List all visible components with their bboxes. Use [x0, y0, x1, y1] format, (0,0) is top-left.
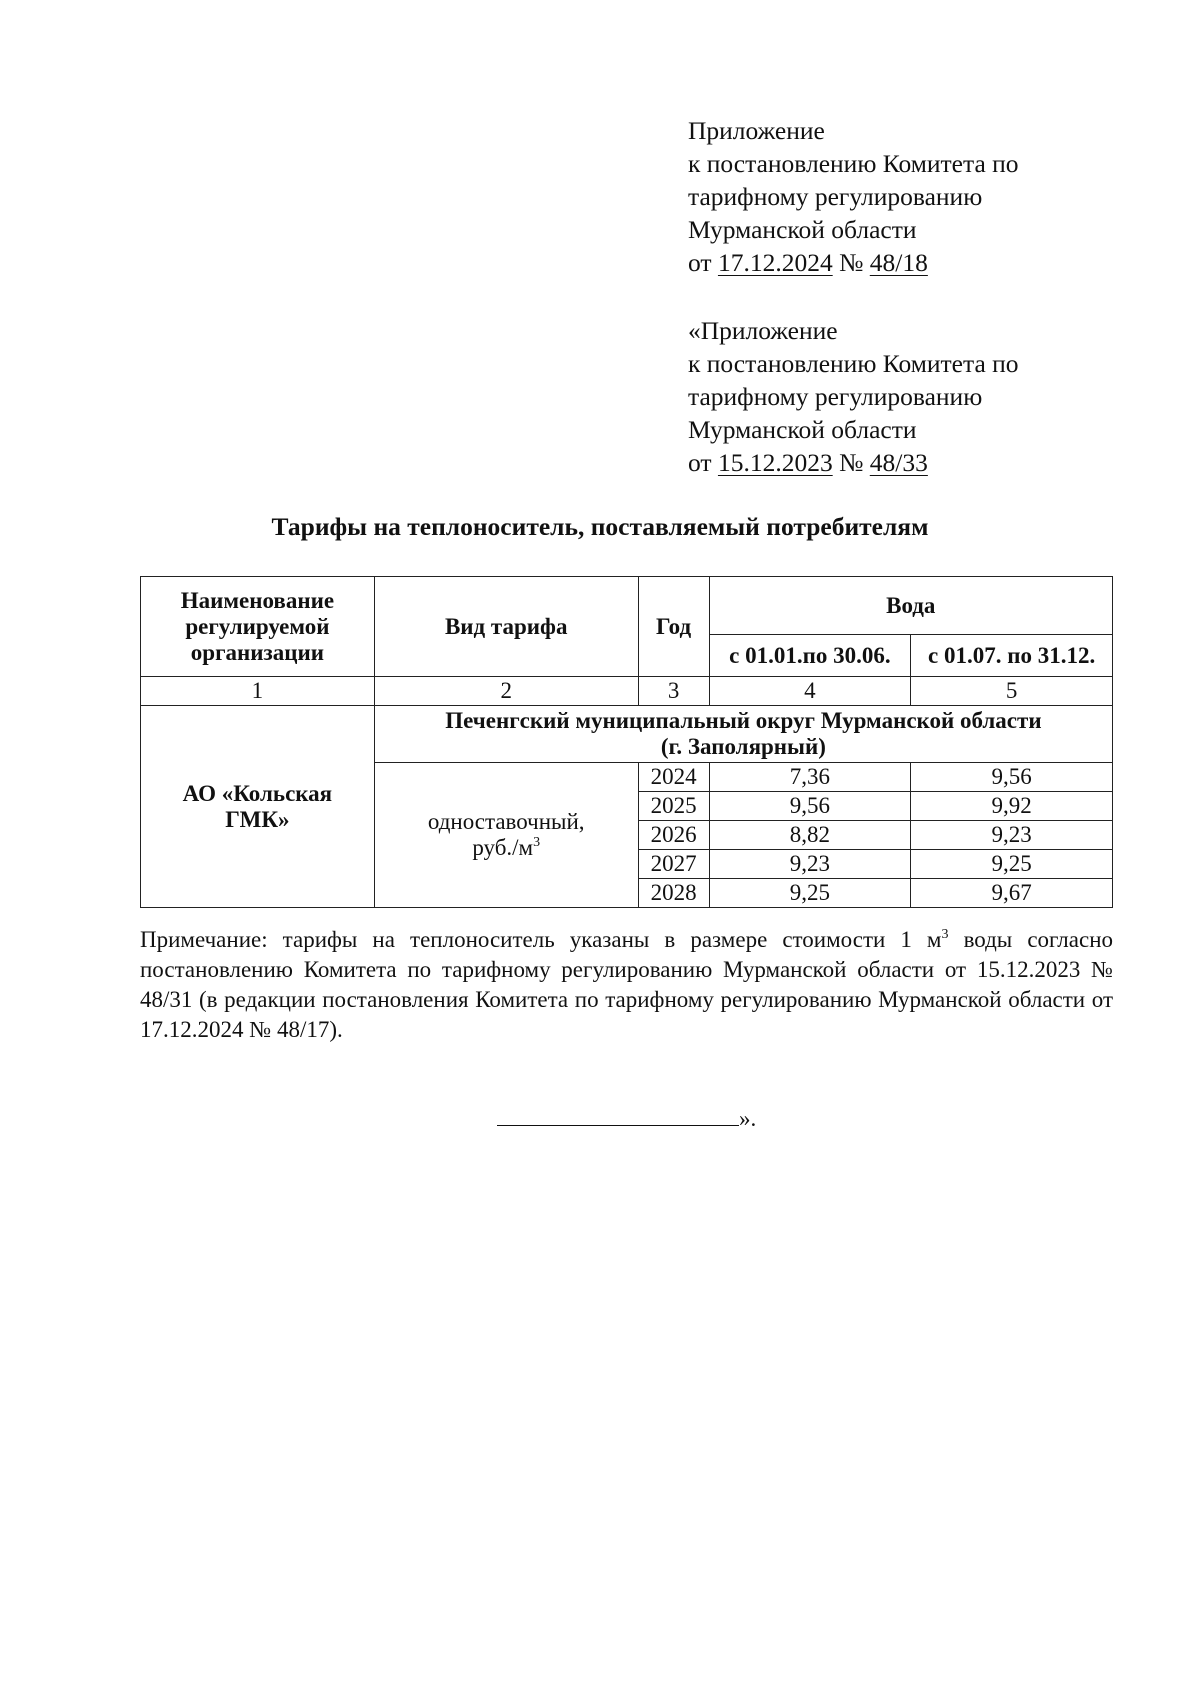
column-number: 5: [911, 677, 1113, 706]
value-cell: 9,25: [709, 879, 911, 908]
district-city: (г. Заполярный): [660, 734, 826, 759]
value-cell: 9,23: [709, 850, 911, 879]
header-row: [141, 577, 1113, 635]
appendix-line: к постановлению Комитета по: [688, 149, 1019, 178]
tariff-unit-text: руб./м: [472, 835, 534, 860]
tariff-type-name: одноставочный,: [427, 809, 585, 834]
column-number: 3: [638, 677, 709, 706]
column-number-row: [141, 677, 1113, 706]
footnote-text: воды согласно постановлению Комитета по тарифному регулированию Мурманской области от 15.12.2023 № 48/31 (в редакции постановления Комитета по тарифному регулированию Мурманской области от 17.12.2024 № 48/17).: [140, 927, 1114, 1042]
district-row: [141, 706, 1113, 763]
year-cell: 2028: [638, 879, 709, 908]
header-year: Год: [638, 577, 709, 677]
appendix-line: Мурманской области: [688, 215, 917, 244]
year-cell: 2026: [638, 821, 709, 850]
appendix-header-current: [688, 114, 1168, 279]
district-name: Печенгский муниципальный округ Мурманской области: [445, 708, 1042, 733]
year-cell: 2027: [638, 850, 709, 879]
tariff-table: [140, 576, 1113, 908]
header-period-1: с 01.01.по 30.06.: [709, 635, 911, 677]
appendix-header-original: [688, 314, 1168, 479]
header-tariff-type: Вид тарифа: [374, 577, 638, 677]
appendix-date: 15.12.2023: [717, 448, 833, 477]
header-period-2: с 01.07. по 31.12.: [911, 635, 1113, 677]
column-number: 4: [709, 677, 911, 706]
document-title: Тарифы на теплоноситель, поставляемый потребителям: [271, 512, 929, 541]
tariff-unit: [379, 835, 634, 861]
header-text: организации: [190, 639, 325, 665]
column-number: 2: [374, 677, 638, 706]
year-cell: 2025: [638, 792, 709, 821]
number-prefix: №: [832, 248, 870, 277]
appendix-number: 48/18: [869, 248, 928, 277]
appendix-date: 17.12.2024: [717, 248, 833, 277]
appendix-line: к постановлению Комитета по: [688, 349, 1019, 378]
appendix-date-line: [688, 446, 1168, 479]
header-water: Вода: [709, 577, 1112, 635]
footnote-text: Примечание: тарифы на теплоноситель указаны в размере стоимости 1 м: [140, 927, 942, 952]
footnote-exponent: 3: [941, 927, 949, 942]
value-cell: 9,92: [911, 792, 1113, 821]
appendix-date-line: [688, 246, 1168, 279]
year-cell: 2024: [638, 763, 709, 792]
signature-rule: [497, 1105, 739, 1126]
appendix-line: тарифному регулированию: [688, 382, 983, 411]
organization-name: ГМК»: [225, 806, 290, 832]
organization-name: АО «Кольская: [182, 780, 333, 806]
appendix-line: Мурманской области: [688, 415, 917, 444]
appendix-line: тарифному регулированию: [688, 182, 983, 211]
header-text: Наименование: [180, 587, 335, 613]
date-prefix: от: [688, 448, 718, 477]
column-number: 1: [141, 677, 375, 706]
value-cell: 9,67: [911, 879, 1113, 908]
appendix-number: 48/33: [869, 448, 928, 477]
closing-quote: ».: [739, 1106, 757, 1131]
footnote: [140, 925, 1113, 1045]
value-cell: 8,82: [709, 821, 911, 850]
number-prefix: №: [832, 448, 870, 477]
appendix-line: «Приложение: [688, 316, 838, 345]
organization-cell: [141, 706, 375, 908]
value-cell: 9,56: [911, 763, 1113, 792]
header-text: регулируемой: [185, 613, 330, 639]
header-organization: [141, 577, 375, 677]
value-cell: 9,23: [911, 821, 1113, 850]
closing-line: [497, 1105, 756, 1132]
tariff-type-cell: [374, 763, 638, 908]
date-prefix: от: [688, 248, 718, 277]
value-cell: 9,56: [709, 792, 911, 821]
value-cell: 7,36: [709, 763, 911, 792]
value-cell: 9,25: [911, 850, 1113, 879]
appendix-line: Приложение: [688, 116, 825, 145]
district-cell: [374, 706, 1112, 763]
tariff-unit-exponent: 3: [533, 835, 541, 850]
